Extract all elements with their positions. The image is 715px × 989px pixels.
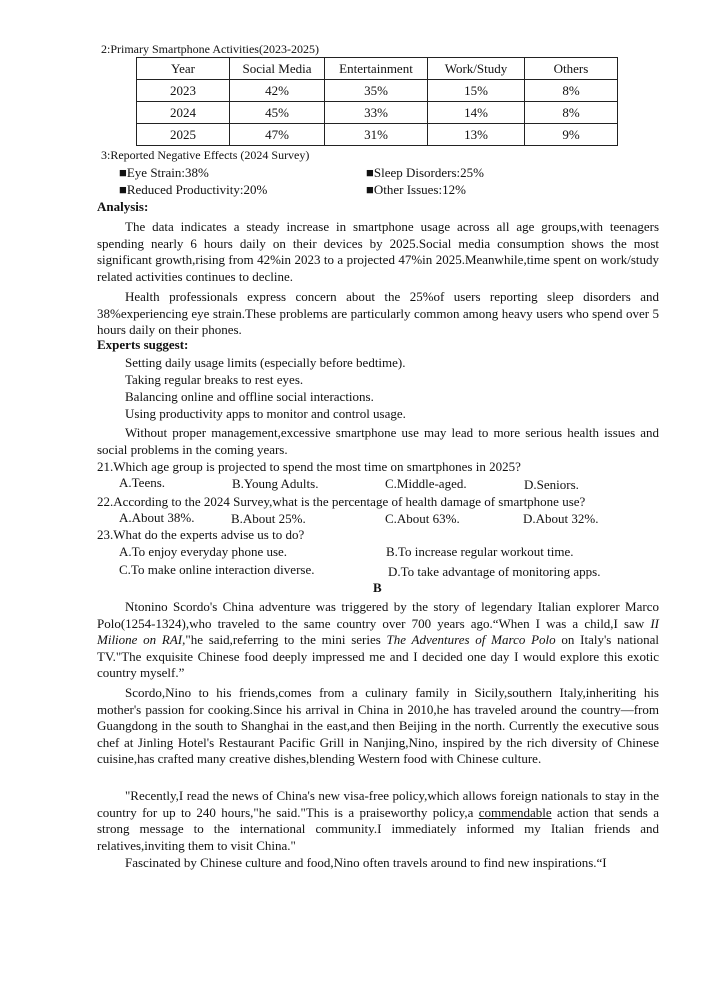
effect-item: ■Sleep Disorders:25%	[366, 165, 484, 180]
option-22-a[interactable]: A.About 38%.	[119, 510, 195, 525]
table-header: Year	[137, 58, 230, 80]
b-p2-text: Scordo,Nino to his friends,comes from a culinary family in Sicily,southern Italy,inheriting his mother's passion for cooking.Since his arrival in China in 2010,he has traveled around the country—from Guangdong in the south to Shanghai in the east,and then Beijing in the north. Currently the executive sous chef at Jinling Hotel's Restaurant Pacific Grill in Nanjing,Nino, inspired by the rich diversity of Chinese cuisine,has crafted many creative dishes,blending Western food with Chinese culture.	[97, 685, 659, 766]
experts-heading: Experts suggest:	[97, 337, 189, 352]
table-cell: 47%	[230, 124, 325, 146]
option-22-d[interactable]: D.About 32%.	[523, 511, 599, 526]
effect-item: ■Reduced Productivity:20%	[119, 182, 268, 197]
option-23-c[interactable]: C.To make online interaction diverse.	[119, 562, 315, 577]
table-header: Social Media	[230, 58, 325, 80]
option-21-a[interactable]: A.Teens.	[119, 475, 166, 490]
effect-item: ■Eye Strain:38%	[119, 165, 209, 180]
option-22-b[interactable]: B.About 25%.	[231, 511, 306, 526]
b-paragraph-1	[97, 599, 659, 682]
option-23-d[interactable]: D.To take advantage of monitoring apps.	[388, 564, 601, 579]
b-p3-text-a: "Recently,I read the news of China's new visa-free policy,which allows foreign nationals to stay in the country for up to 240 hours,"he said."This is a praiseworthy policy,a	[97, 788, 659, 820]
b-p1-text-a: Ntonino Scordo's China adventure was triggered by the story of legendary Italian explorer Marco Polo(1254-1324),who traveled to the same country over 700 years ago.“When I was a child,I saw	[97, 599, 659, 631]
table-cell: 8%	[525, 102, 618, 124]
b-p3-text-b: action that sends a strong message to the international community.I immediately informed my Italian friends and relatives,inviting them to visit China."	[97, 804, 659, 853]
table-row	[137, 124, 618, 146]
table-cell: 15%	[428, 80, 525, 102]
table-cell: 2023	[137, 80, 230, 102]
b-p1-italic-2: The Adventures of Marco Polo	[386, 632, 556, 647]
option-21-b[interactable]: B.Young Adults.	[232, 476, 319, 491]
table-title: 2:Primary Smartphone Activities(2023-2025)	[101, 42, 319, 56]
b-p4-text: Fascinated by Chinese culture and food,Nino often travels around to find new inspirations.“I	[125, 855, 607, 870]
table-cell: 33%	[325, 102, 428, 124]
table-cell: 2024	[137, 102, 230, 124]
table-cell: 13%	[428, 124, 525, 146]
option-21-d[interactable]: D.Seniors.	[524, 477, 579, 492]
analysis-paragraph-2	[97, 289, 659, 339]
effect-item: ■Other Issues:12%	[366, 182, 466, 197]
table-header-row	[137, 58, 618, 80]
table-header: Entertainment	[325, 58, 428, 80]
option-23-b[interactable]: B.To increase regular workout time.	[386, 544, 574, 559]
b-p1-italic-1: II Milione on RAI	[97, 615, 659, 647]
analysis-text-1: The data indicates a steady increase in smartphone usage across all age groups,with teenagers spending nearly 6 hours daily on their devices by 2025.Social media consumption shows the most significant growth,rising from 42%in 2023 to a projected 47%in 2025.Meanwhile,time spent on work/study related activities continues to decline.	[97, 219, 659, 284]
suggestion-item: Balancing online and offline social interactions.	[125, 389, 374, 404]
suggestion-item: Setting daily usage limits (especially before bedtime).	[125, 355, 406, 370]
suggestion-item: Using productivity apps to monitor and control usage.	[125, 406, 406, 421]
table-row	[137, 80, 618, 102]
table-cell: 35%	[325, 80, 428, 102]
section-b-heading: B	[373, 580, 382, 595]
closing-paragraph	[97, 425, 659, 458]
table-cell: 2025	[137, 124, 230, 146]
activities-table	[136, 57, 618, 146]
option-21-c[interactable]: C.Middle-aged.	[385, 476, 467, 491]
b-p1-text-b: ,"he said,referring to the mini series	[182, 632, 387, 647]
b-p1-text-c: on Italy's national TV."The exquisite Chinese food deeply impressed me and I decided one day I would explore this exotic country myself.”	[97, 632, 659, 680]
table-cell: 45%	[230, 102, 325, 124]
question-stem-22: 22.According to the 2024 Survey,what is the percentage of health damage of smartphone use?	[97, 494, 586, 509]
option-23-a[interactable]: A.To enjoy everyday phone use.	[119, 544, 288, 559]
table-cell: 9%	[525, 124, 618, 146]
question-stem-23: 23.What do the experts advise us to do?	[97, 527, 305, 542]
table-header: Others	[525, 58, 618, 80]
table-row	[137, 102, 618, 124]
option-22-c[interactable]: C.About 63%.	[385, 511, 460, 526]
b-paragraph-3	[97, 788, 659, 854]
closing-text: Without proper management,excessive smartphone use may lead to more serious health issues and social problems in the coming years.	[97, 425, 659, 457]
effects-title: 3:Reported Negative Effects (2024 Survey)	[101, 148, 310, 162]
table-cell: 8%	[525, 80, 618, 102]
suggestion-item: Taking regular breaks to rest eyes.	[125, 372, 304, 387]
table-cell: 31%	[325, 124, 428, 146]
question-stem-21: 21.Which age group is projected to spend the most time on smartphones in 2025?	[97, 459, 521, 474]
b-p3-underlined-word: commendable	[478, 804, 552, 820]
table-cell: 42%	[230, 80, 325, 102]
b-paragraph-2	[97, 685, 659, 768]
analysis-paragraph-1	[97, 219, 659, 285]
analysis-text-2: Health professionals express concern about the 25%of users reporting sleep disorders and 38%experiencing eye strain.These problems are particularly common among heavy users who spend over 5 hours daily on their phones.	[97, 289, 659, 337]
b-paragraph-4	[97, 855, 659, 872]
analysis-heading: Analysis:	[97, 199, 149, 214]
table-cell: 14%	[428, 102, 525, 124]
table-header: Work/Study	[428, 58, 525, 80]
